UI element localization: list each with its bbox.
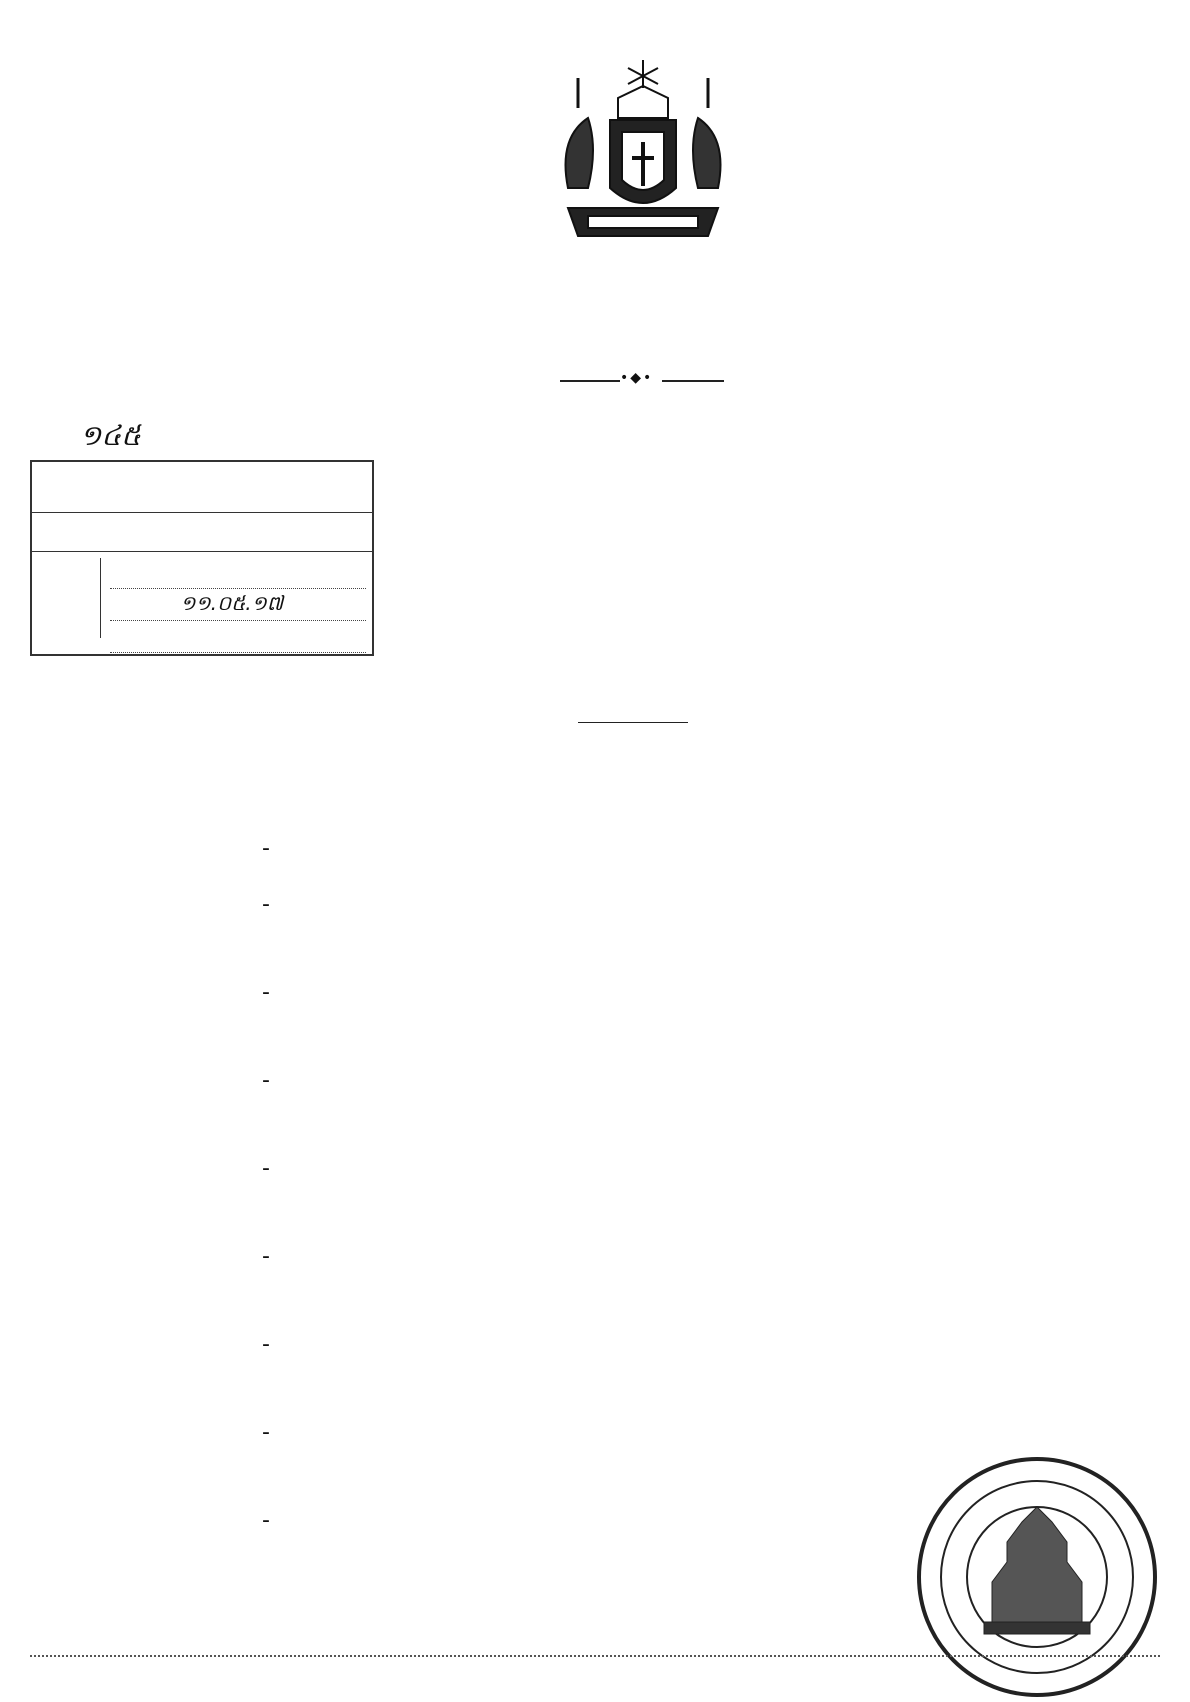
stamp-date-value: ១១.០៥.១៧ xyxy=(180,591,284,615)
stamp-date-row xyxy=(110,590,366,621)
reference-item-line xyxy=(302,1096,1072,1128)
reference-item-line xyxy=(302,1184,1072,1216)
stamp-number-row xyxy=(110,558,366,589)
divider xyxy=(662,380,724,382)
reference-item-line xyxy=(302,1240,1072,1272)
stamp-department-line xyxy=(32,513,372,552)
bullet-dash: - xyxy=(262,1156,270,1181)
stamp-time-row xyxy=(110,622,366,653)
reference-item-line xyxy=(302,1152,1072,1184)
reference-item-line xyxy=(302,832,1072,864)
divider xyxy=(578,722,688,723)
reference-item-line xyxy=(302,1272,1072,1304)
reference-item xyxy=(262,1064,1072,1128)
document-number: ១៤៥ xyxy=(80,419,141,452)
reference-item xyxy=(262,1328,1072,1392)
reference-item xyxy=(262,888,1072,952)
reference-item-line xyxy=(302,1416,1072,1448)
bullet-dash: - xyxy=(262,1244,270,1269)
reference-item xyxy=(262,1240,1072,1304)
reference-item xyxy=(262,1152,1072,1216)
bullet-dash: - xyxy=(262,892,270,917)
reference-item xyxy=(262,832,1072,864)
official-seal-icon xyxy=(912,1452,1162,1702)
bullet-dash: - xyxy=(262,1508,270,1533)
reference-item-line xyxy=(302,1008,1072,1040)
reference-item-line xyxy=(302,888,1072,920)
reference-item xyxy=(262,976,1072,1040)
divider xyxy=(560,380,620,382)
bullet-dash: - xyxy=(262,836,270,861)
reference-item-line xyxy=(302,920,1072,952)
stamp-office-line xyxy=(32,462,372,513)
stamp-mark xyxy=(38,558,101,638)
reference-item-line xyxy=(302,1328,1072,1360)
bullet-dash: - xyxy=(262,1332,270,1357)
bullet-dash: - xyxy=(262,980,270,1005)
bullet-dash: - xyxy=(262,1420,270,1445)
reference-item-line xyxy=(302,1360,1072,1392)
bullet-dash: - xyxy=(262,1068,270,1093)
royal-coat-of-arms-icon xyxy=(548,58,738,258)
ornament: •◆• xyxy=(620,370,654,386)
receipt-stamp xyxy=(30,460,374,656)
reference-item-line xyxy=(302,1064,1072,1096)
reference-item-line xyxy=(302,976,1072,1008)
bottom-divider xyxy=(30,1655,1160,1657)
